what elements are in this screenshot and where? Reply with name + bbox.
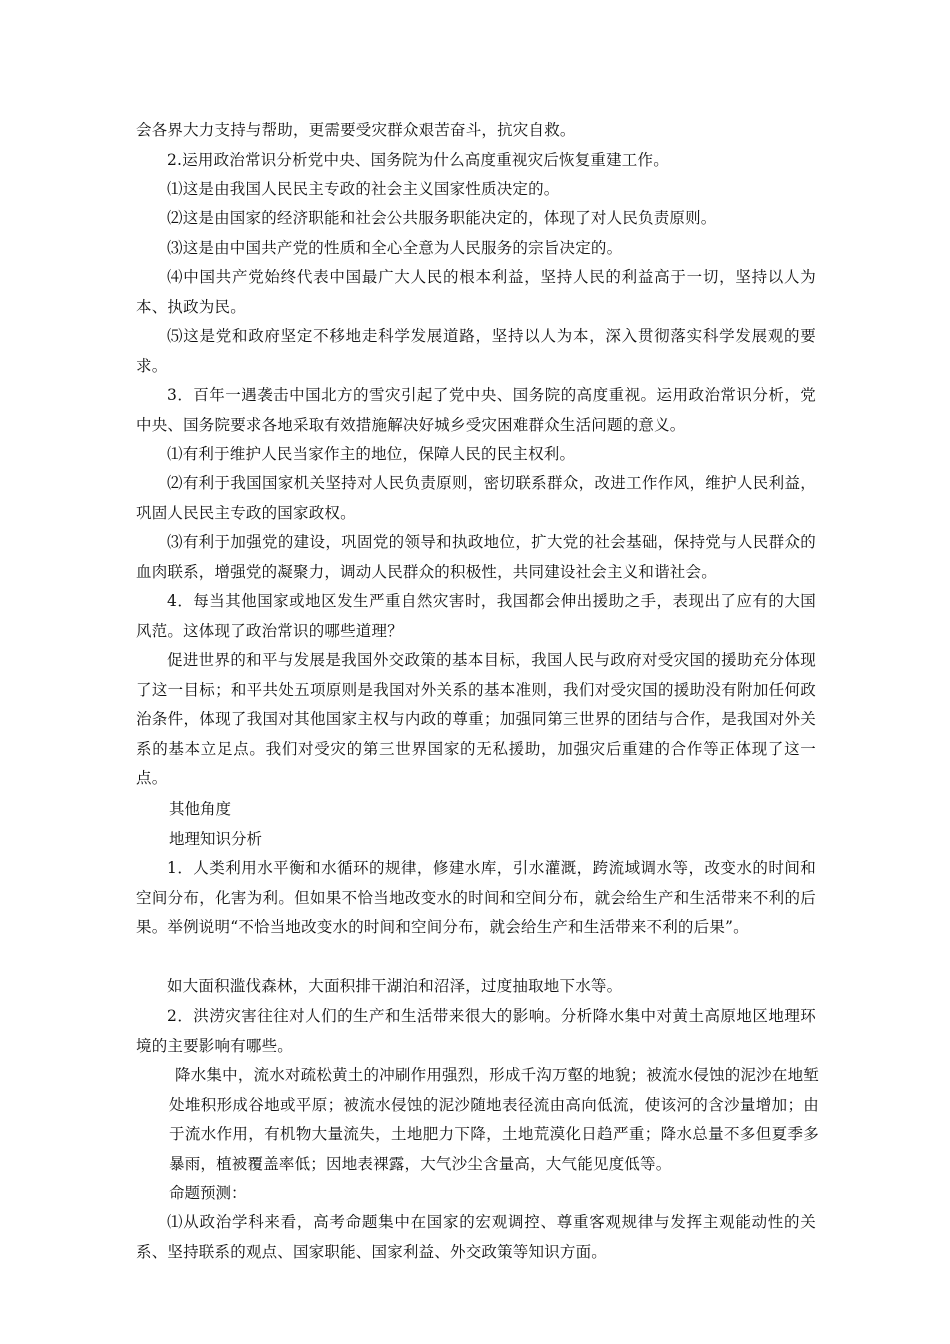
answer-2-item-2: ⑵这是由国家的经济职能和社会公共服务职能决定的，体现了对人民负责原则。 <box>167 209 717 227</box>
answer-2-item-5: ⑸这是党和政府坚定不移地走科学发展道路，坚持以人为本，深入贯彻落实科学发展观的要求。 <box>136 327 816 375</box>
answer-3-item-1: ⑴有利于维护人民当家作主的地位，保障人民的民主权利。 <box>167 445 576 463</box>
heading-prediction: 命题预测： <box>169 1184 247 1202</box>
geo-answer-2: 降水集中，流水对疏松黄土的冲刷作用强烈，形成千沟万壑的地貌；被流水侵蚀的泥沙在地堑处堆积形成谷地或平原；被流水侵蚀的泥沙随地表径流由高向低流，使该河的含沙量增加；由于流水作用，有机物大量流失，土地肥力下降，土地荒漠化日趋严重；降水总量不多但夏季多暴雨，植被覆盖率低；因地表裸露，大气沙尘含量高，大气能见度低等。 <box>169 1066 819 1173</box>
geo-answer-1: 如大面积滥伐森林，大面积排干湖泊和沼泽，过度抽取地下水等。 <box>167 977 623 995</box>
geo-question-1: 1．人类利用水平衡和水循环的规律，修建水库，引水灌溉，跨流域调水等，改变水的时间和空间分布，化害为利。但如果不恰当地改变水的时间和空间分布，就会给生产和生活带来不利的后果。举例说明“不恰当地改变水的时间和空间分布，就会给生产和生活带来不利的后果”。 <box>136 859 816 936</box>
heading-other-angles: 其他角度 <box>169 800 232 818</box>
answer-3-item-3: ⑶有利于加强党的建设，巩固党的领导和执政地位，扩大党的社会基础，保持党与人民群众的血肉联系，增强党的凝聚力，调动人民群众的积极性，共同建设社会主义和谐社会。 <box>136 533 816 581</box>
question-2: 2.运用政治常识分析党中央、国务院为什么高度重视灾后恢复重建工作。 <box>167 151 669 169</box>
answer-3-item-2: ⑵有利于我国国家机关坚持对人民负责原则，密切联系群众，改进工作作风，维护人民利益，巩固人民民主专政的国家政权。 <box>136 474 816 522</box>
prediction-item-1: ⑴从政治学科来看，高考命题集中在国家的宏观调控、尊重客观规律与发挥主观能动性的关系、坚持联系的观点、国家职能、国家利益、外交政策等知识方面。 <box>136 1213 816 1261</box>
answer-2-item-3: ⑶这是由中国共产党的性质和全心全意为人民服务的宗旨决定的。 <box>167 239 623 257</box>
question-4: 4．每当其他国家或地区发生严重自然灾害时，我国都会伸出援助之手，表现出了应有的大国风范。这体现了政治常识的哪些道理？ <box>136 592 816 640</box>
paragraph-continuation: 会各界大力支持与帮助，更需要受灾群众艰苦奋斗，抗灾自救。 <box>136 121 576 139</box>
answer-2-item-4: ⑷中国共产党始终代表中国最广大人民的根本利益，坚持人民的利益高于一切，坚持以人为本、执政为民。 <box>136 268 816 316</box>
answer-2-item-1: ⑴这是由我国人民民主专政的社会主义国家性质决定的。 <box>167 180 560 198</box>
question-3: 3．百年一遇袭击中国北方的雪灾引起了党中央、国务院的高度重视。运用政治常识分析，党中央、国务院要求各地采取有效措施解决好城乡受灾困难群众生活问题的意义。 <box>136 386 816 434</box>
answer-4: 促进世界的和平与发展是我国外交政策的基本目标，我国人民与政府对受灾国的援助充分体现了这一目标；和平共处五项原则是我国对外关系的基本准则，我们对受灾国的援助没有附加任何政治条件，体现了我国对其他国家主权与内政的尊重；加强同第三世界的团结与合作，是我国对外关系的基本立足点。我们对受灾的第三世界国家的无私援助，加强灾后重建的合作等正体现了这一点。 <box>136 651 816 787</box>
heading-geography-analysis: 地理知识分析 <box>169 830 263 848</box>
geo-question-2: 2．洪涝灾害往往对人们的生产和生活带来很大的影响。分析降水集中对黄土高原地区地理环境的主要影响有哪些。 <box>136 1007 816 1055</box>
